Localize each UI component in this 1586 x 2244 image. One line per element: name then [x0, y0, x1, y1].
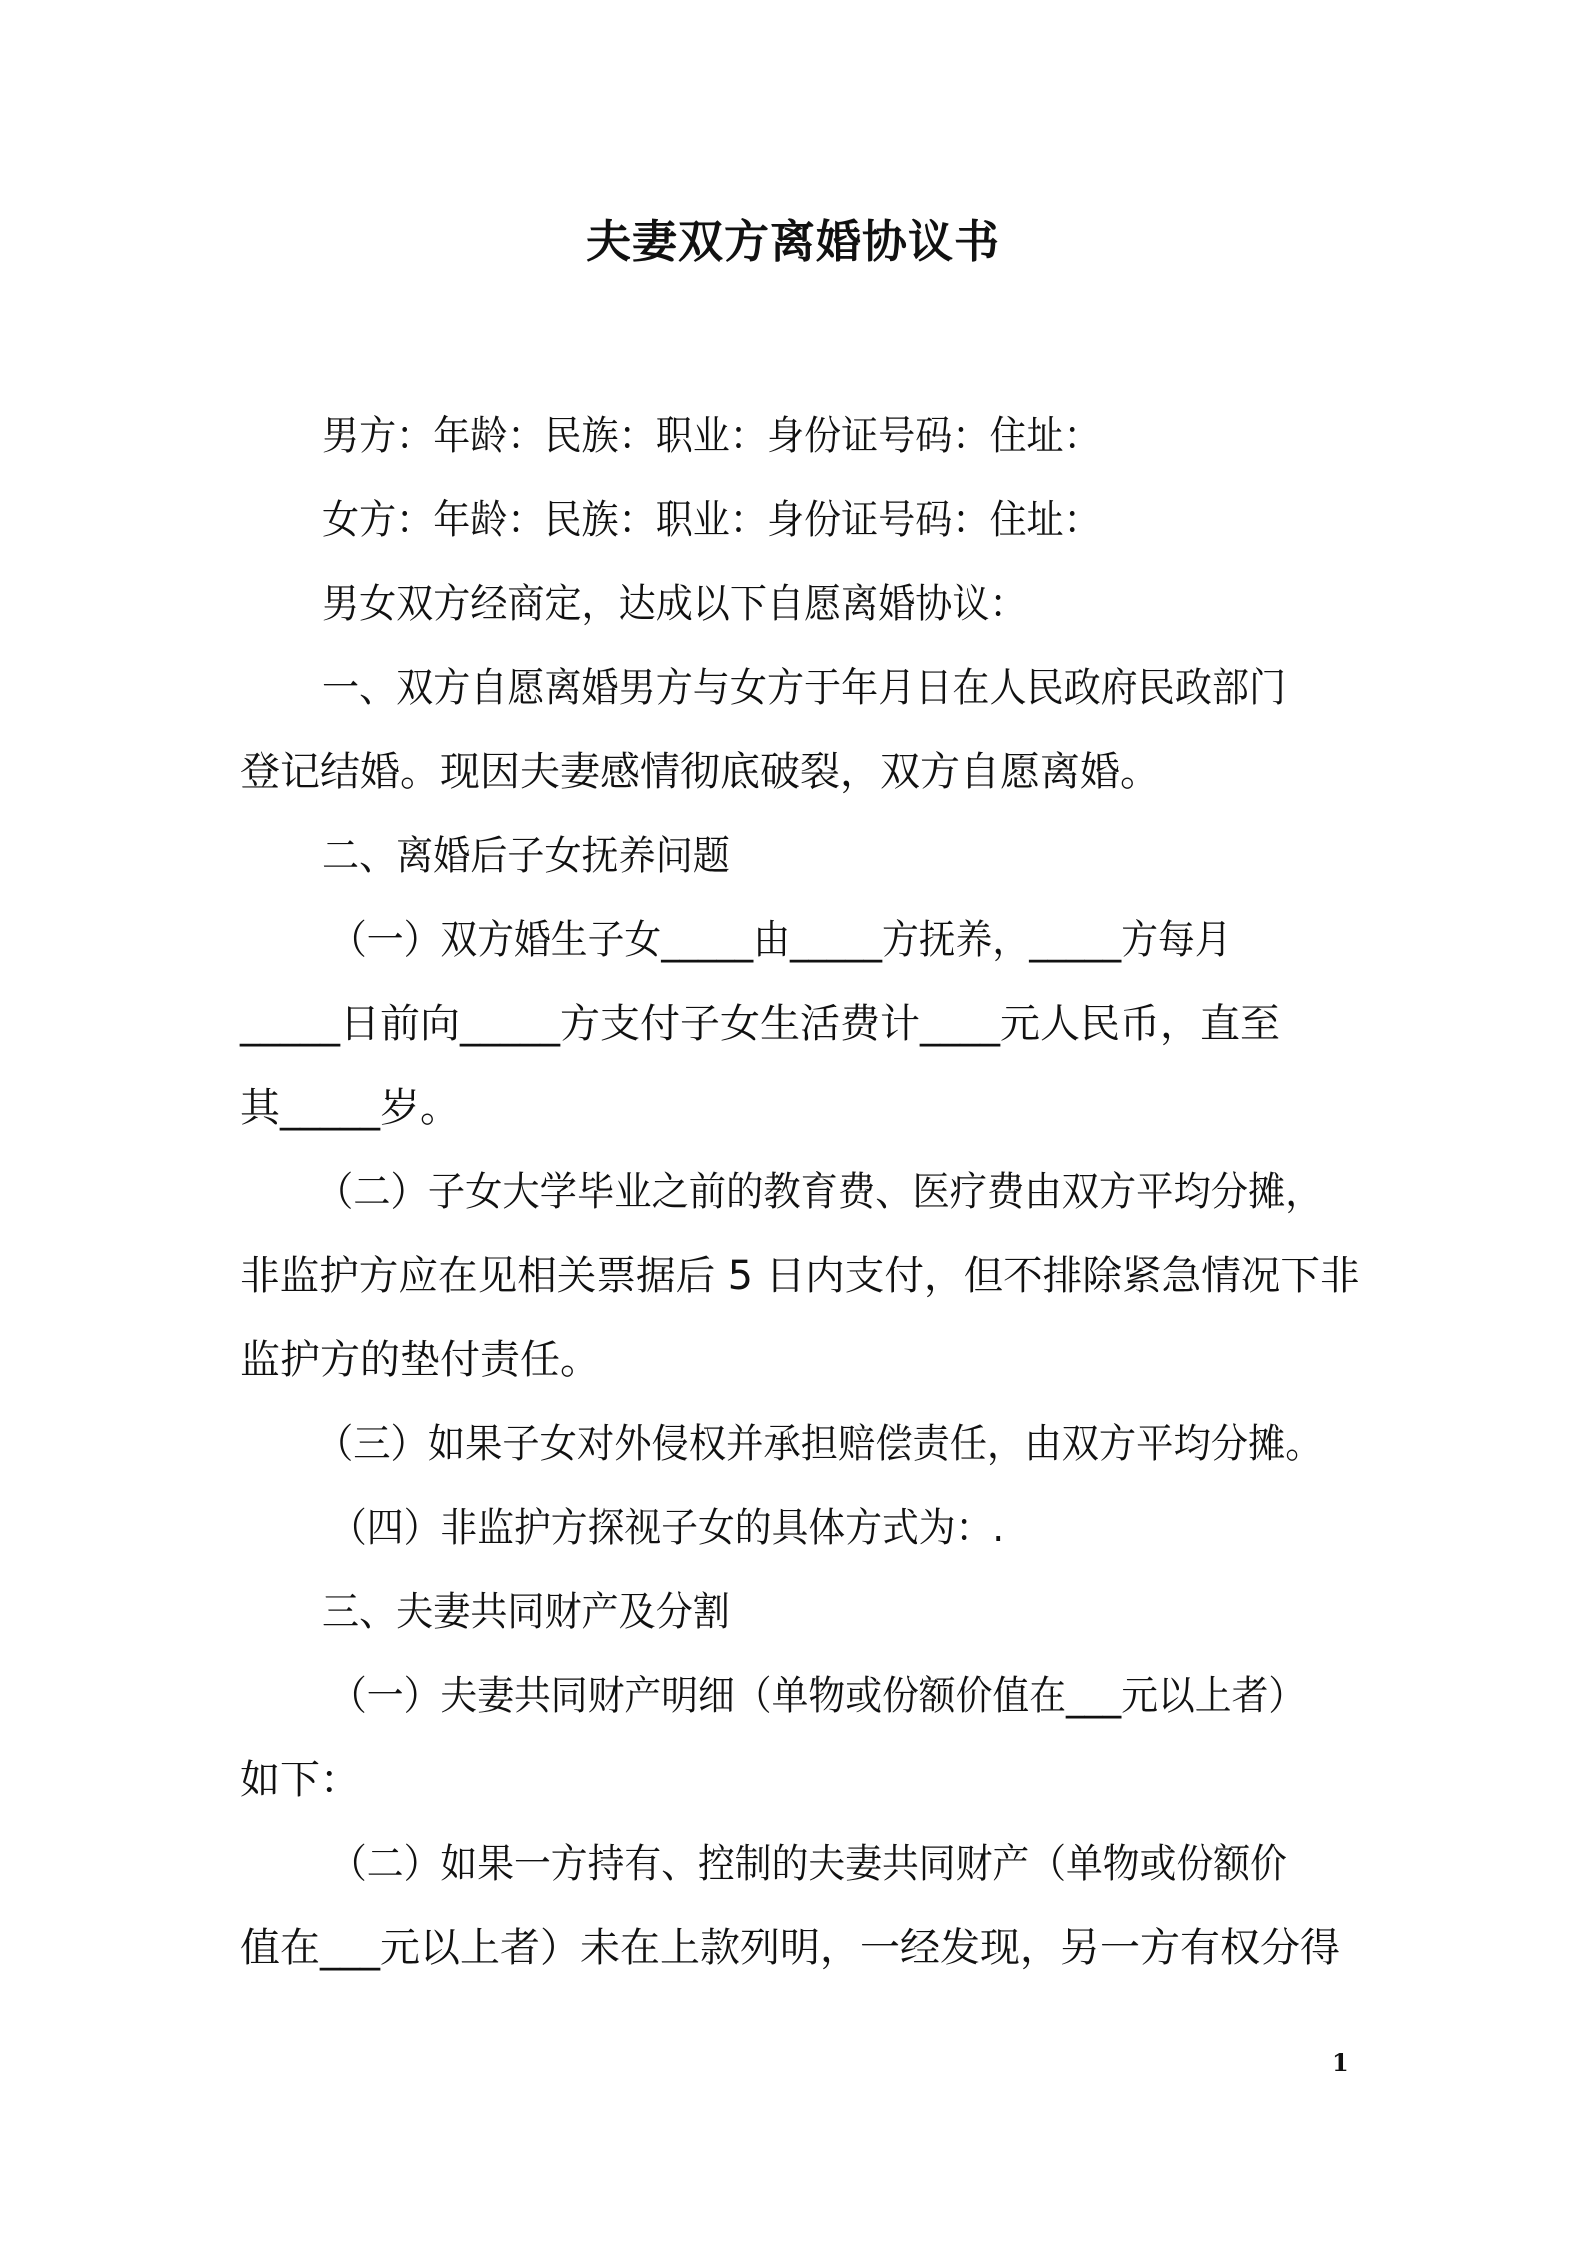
- paragraph-line-14: （四）非监护方探视子女的具体方式为：.: [330, 1505, 1005, 1551]
- paragraph-line-12: 监护方的垫付责任。: [240, 1337, 600, 1383]
- paragraph-line-3: 男女双方经商定，达成以下自愿离婚协议：: [322, 581, 1027, 627]
- paragraph-line-15: 三、夫妻共同财产及分割: [322, 1589, 730, 1635]
- paragraph-line-18: （二）如果一方持有、控制的夫妻共同财产（单物或份额价: [330, 1841, 1287, 1887]
- paragraph-line-9: 其_____岁。: [240, 1085, 460, 1131]
- paragraph-line-1: 男方：年龄：民族：职业：身份证号码：住址：: [322, 413, 1101, 459]
- paragraph-line-19: 值在___元以上者）未在上款列明，一经发现，另一方有权分得: [240, 1925, 1340, 1971]
- paragraph-line-4: 一、双方自愿离婚男方与女方于年月日在人民政府民政部门: [322, 665, 1287, 711]
- paragraph-line-8: _____日前向_____方支付子女生活费计____元人民币，直至: [240, 1001, 1280, 1047]
- paragraph-line-7: （一）双方婚生子女_____由_____方抚养，_____方每月: [330, 917, 1232, 963]
- page-number: 1: [1332, 2048, 1349, 2077]
- paragraph-line-17: 如下：: [240, 1757, 360, 1803]
- document-title: 夫妻双方离婚协议书: [585, 215, 1000, 268]
- paragraph-line-13: （三）如果子女对外侵权并承担赔偿责任，由双方平均分摊。: [316, 1421, 1323, 1467]
- paragraph-line-2: 女方：年龄：民族：职业：身份证号码：住址：: [322, 497, 1101, 543]
- paragraph-line-16: （一）夫妻共同财产明细（单物或份额价值在___元以上者）: [330, 1673, 1306, 1719]
- paragraph-line-5: 登记结婚。现因夫妻感情彻底破裂，双方自愿离婚。: [240, 749, 1160, 795]
- paragraph-line-6: 二、离婚后子女抚养问题: [322, 833, 730, 879]
- paragraph-line-10: （二）子女大学毕业之前的教育费、医疗费由双方平均分摊，: [316, 1169, 1323, 1215]
- paragraph-line-11: 非监护方应在见相关票据后 5 日内支付，但不排除紧急情况下非: [240, 1253, 1360, 1299]
